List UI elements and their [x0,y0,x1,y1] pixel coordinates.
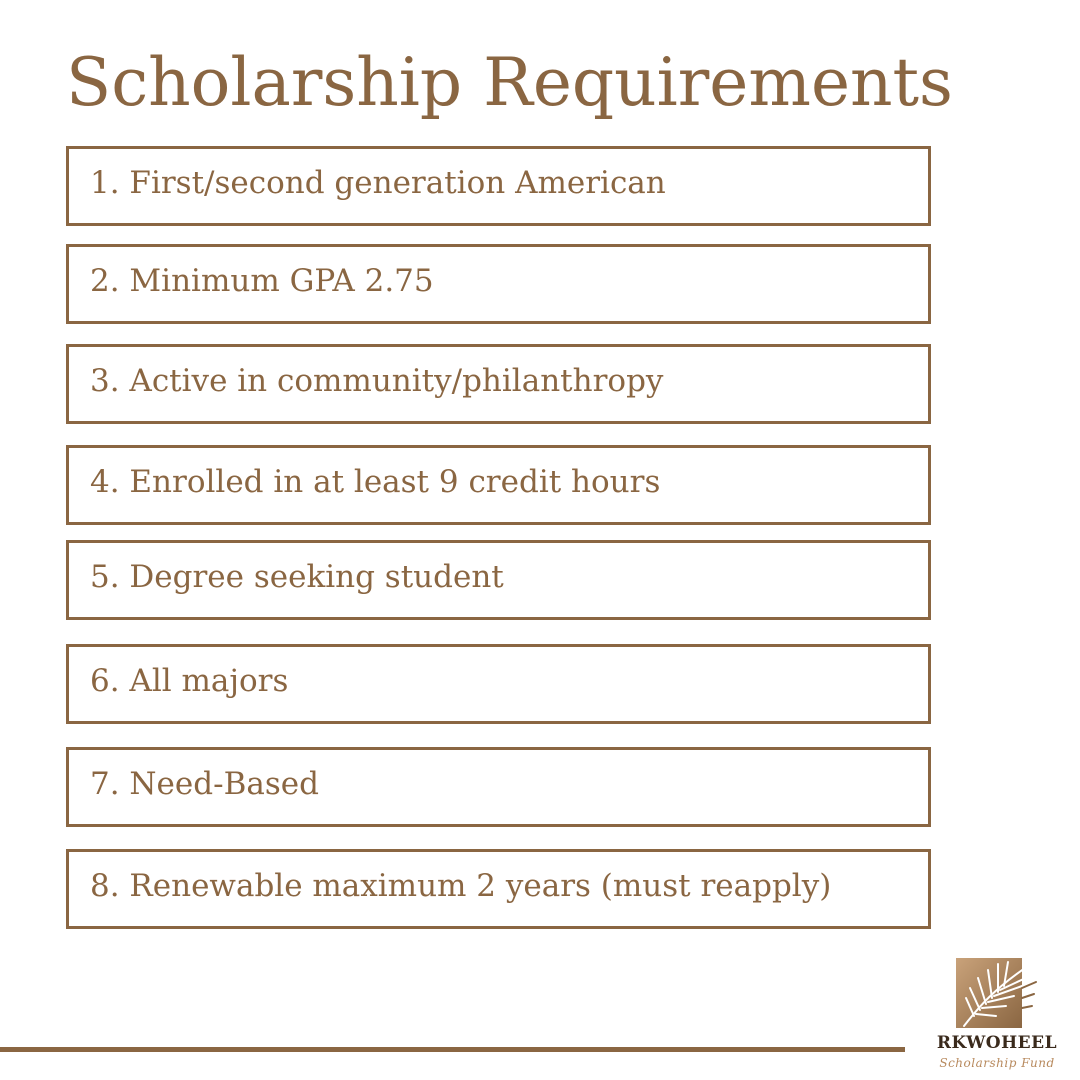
requirement-item [66,644,931,724]
requirement-text: 3. Active in community/philanthropy [90,362,664,399]
requirement-item [66,747,931,827]
requirement-text: 7. Need-Based [90,765,319,802]
requirement-text: 4. Enrolled in at least 9 credit hours [90,463,661,500]
requirement-item [66,244,931,324]
brand-logo [922,955,1072,1080]
palm-leaf-icon [956,958,1040,1030]
brand-name: RKWOHEEL [936,1033,1058,1053]
requirement-text: 8. Renewable maximum 2 years (must reapply) [90,867,832,904]
requirement-text: 6. All majors [90,662,289,699]
requirement-text: 5. Degree seeking student [90,558,504,595]
requirement-item [66,849,931,929]
page-title: Scholarship Requirements [66,44,953,121]
requirement-text: 1. First/second generation American [90,164,666,201]
requirement-item [66,146,931,226]
requirement-item [66,344,931,424]
requirement-item [66,445,931,525]
brand-subtitle: Scholarship Fund [939,1056,1055,1070]
requirement-item [66,540,931,620]
requirement-text: 2. Minimum GPA 2.75 [90,262,434,299]
footer-divider [0,1047,905,1052]
